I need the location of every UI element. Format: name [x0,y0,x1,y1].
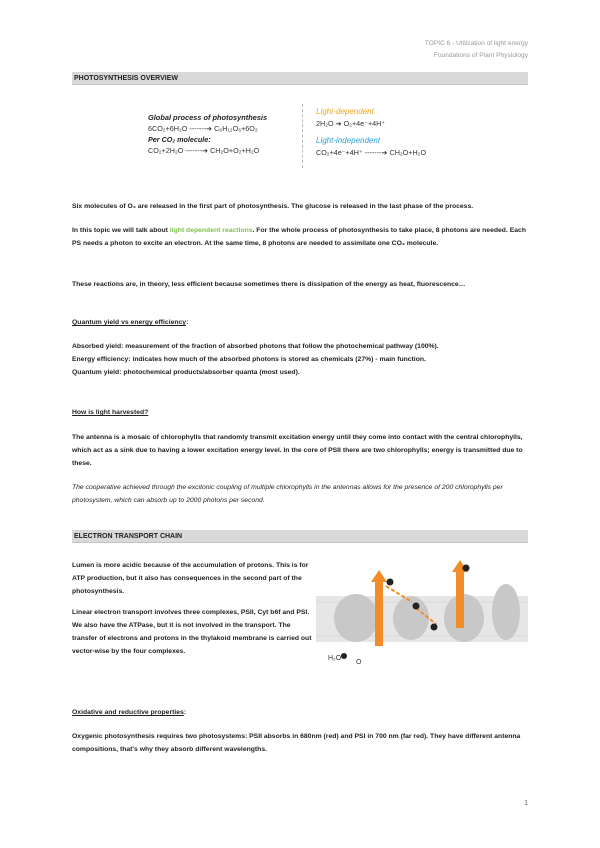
page-number: 1 [524,800,528,807]
etc-text-block [72,559,316,658]
water-electron-icon [341,653,347,659]
paragraph-antenna: The antenna is a mosaic of chlorophylls that randomly transmit excitation energy until they come into contact with the central chlorophylls, which act as a sink due to having a lower excitation energy level. In the core of PSII there are two chlorophylls; energy is transmitted due to these. [72,434,523,467]
photons-text-end: . For the whole process of photosynthesis to take place, 8 photons are needed. Each PS needs a photon to excite an electron. At the same time, 8 photons are needed to assimilate one CO₂ molecule. [72,227,526,247]
oxred-heading-text: Oxidative and reductive properties [72,709,184,716]
per-co2-title: Per CO₂ molecule: [148,135,211,144]
paragraph-efficiency: These reactions are, in theory, less efficient because sometimes there is dissipation of the energy as heat, fluorescence… [72,281,466,288]
energy-efficiency-def: Energy efficiency: indicates how much of the absorbed photons is stored as chemicals (27%) - main function. [72,356,426,363]
oxygen-label: O [356,659,362,666]
electron-icon [413,603,420,610]
equations-figure [148,102,478,172]
paragraph-photosystems: Oxygenic photosynthesis requires two photosystems: PSII absorbs in 680nm (red) and PSI in 700 nm (far red). They have different antenna compositions, that's why they absorb different wavelengths. [72,733,521,753]
header-course: Foundations of Plant Physiology [433,52,528,59]
electron-icon [463,565,470,572]
paragraph-oxygen-release: Six molecules of O₂ are released in the first part of photosynthesis. The glucose is released in the last phase of the process. [72,203,474,210]
psi-excitation-arrow [456,572,464,628]
psii-arrow-head [371,570,387,582]
equation-divider [302,104,311,168]
section-title-overview: PHOTOSYNTHESIS OVERVIEW [72,72,528,85]
quantum-heading-text: Quantum yield vs energy efficiency [72,319,187,326]
light-independent-label: Light-independent [316,136,381,145]
harvest-heading-text: How is light harvested? [72,409,149,416]
quantum-definitions [72,340,530,379]
psii-excitation-arrow [375,582,383,646]
paragraph-lumen: Lumen is more acidic because of the accumulation of protons. This is for ATP production, but it also has consequences in the second part of the photosynthesis. [72,562,309,595]
per-co2-equation: CO₂+2H₂O -------➔ CH₂O+O₂+H₂O [148,146,260,155]
absorbed-yield-def: Absorbed yield: measurement of the fraction of absorbed photons that follow the photochemical pathway (100%). [72,343,439,350]
light-independent-equation: CO₂+4e⁻+4H⁺ -------➔ CH₂O+H₂O [316,148,427,157]
thylakoid-membrane-diagram [316,552,528,678]
global-process-title: Global process of photosynthesis [148,113,268,122]
light-dependent-highlight: light dependent reactions [169,227,253,234]
quantum-heading: Quantum yield vs energy efficiency: [72,319,189,326]
harvest-heading [72,406,530,419]
light-dependent-equation: 2H₂O ➔ O₂+4e⁻+4H⁺ [316,119,386,128]
paragraph-linear-transport: Linear electron transport involves three complexes, PSII, Cyt b6f and PSI. We also have the ATPase, but it is not involved in the transport. The transfer of electrons and protons in the thylakoid membrane is carried out vector-wise by the four complexes. [72,609,312,655]
oxred-heading: Oxidative and reductive properties: [72,709,187,716]
electron-icon [387,579,394,586]
paragraph-photons [72,224,530,250]
header-topic: TOPIC 6 - Utilization of light energy [424,40,528,47]
quantum-yield-def: Quantum yield: photochemical products/absorber quanta (most used). [72,369,300,376]
photons-text-start: In this topic we will talk about [72,227,170,234]
phase-equations [316,106,486,158]
electron-icon [431,624,438,631]
running-header [425,38,528,62]
light-dependent-label: Light-dependent [316,107,374,116]
global-equation: 6CO₂+6H₂O -------➔ C₆H₁₂O₆+6O₂ [148,124,258,133]
global-equations [148,112,298,156]
water-label: H₂O [328,655,342,662]
section-title-etc: ELECTRON TRANSPORT CHAIN [72,530,528,543]
paragraph-excitonic: The cooperative achieved through the excitonic coupling of multiple chlorophylls in the antennas allows for the presence of 200 chlorophylls per photosystem, which can absorb up to 2000 photons per second. [72,484,503,504]
